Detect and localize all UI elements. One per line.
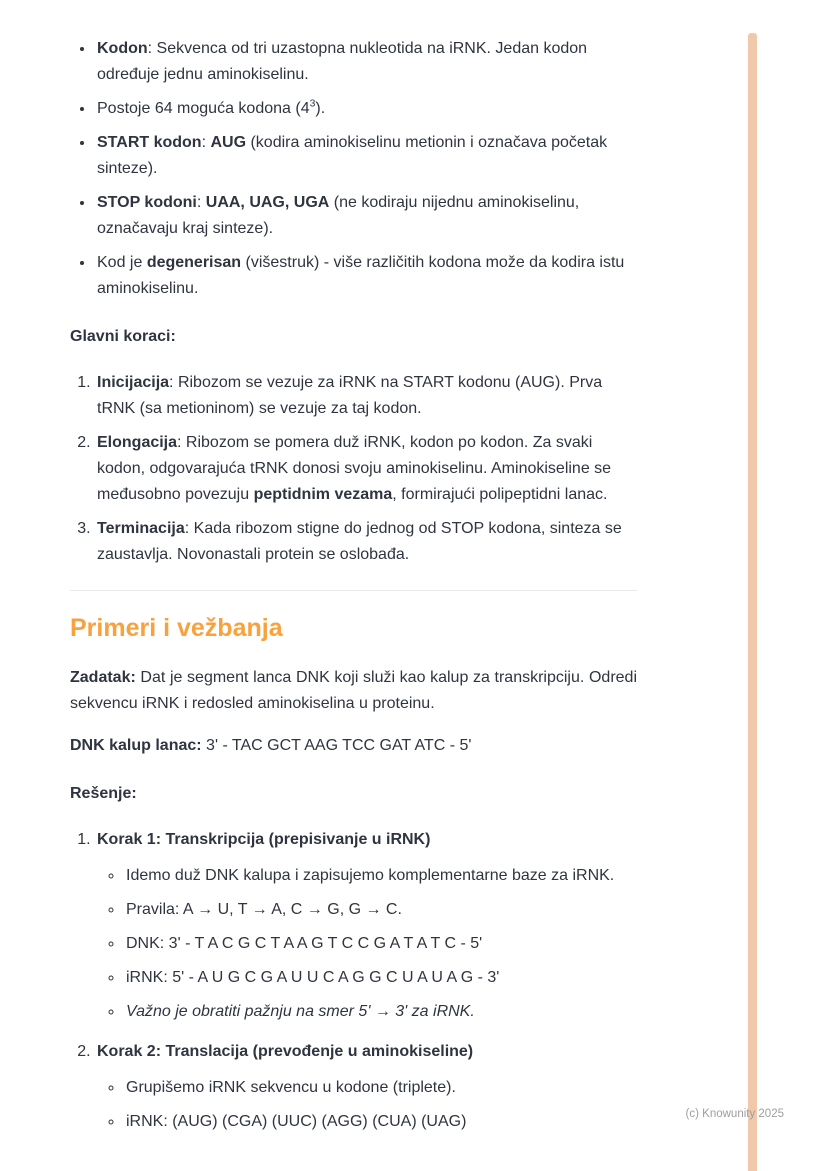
text-segment: Elongacija bbox=[97, 434, 178, 451]
step-title bbox=[97, 827, 637, 853]
text-segment: : Sekvenca od tri uzastopna nukleotida na iRNK. Jedan kodon određuje jednu aminokiselinu. bbox=[97, 40, 588, 83]
list-item bbox=[95, 430, 637, 508]
text-segment: degenerisan bbox=[146, 254, 242, 271]
document-content bbox=[70, 32, 637, 1147]
dnk-kalup-paragraph bbox=[70, 733, 637, 759]
text-segment: : bbox=[201, 134, 211, 151]
list-item bbox=[95, 96, 637, 122]
list-item bbox=[95, 36, 637, 88]
text-segment: iRNK: (AUG) (CGA) (UUC) (AGG) (CUA) (UAG) bbox=[126, 1113, 467, 1130]
list-item bbox=[95, 516, 637, 568]
list-item bbox=[124, 897, 637, 923]
text-segment: Idemo duž DNK kalupa i zapisujemo komplementarne baze za iRNK. bbox=[126, 867, 615, 884]
page-edge-accent-bar bbox=[748, 33, 757, 1171]
text-segment: Kodon bbox=[97, 40, 148, 57]
text-segment: Korak 2: Translacija (prevođenje u aminokiseline) bbox=[97, 1043, 474, 1060]
list-item bbox=[95, 370, 637, 422]
main-steps-list bbox=[70, 370, 637, 568]
step-bullet-list bbox=[97, 1075, 637, 1135]
text-segment: Važno je obratiti pažnju na smer 5' → 3' za iRNK. bbox=[126, 1003, 475, 1020]
solution-step bbox=[95, 827, 637, 1025]
codon-facts-list bbox=[70, 36, 637, 302]
text-segment: Grupišemo iRNK sekvencu u kodone (triplete). bbox=[126, 1079, 456, 1096]
text-segment: STOP kodoni bbox=[97, 194, 197, 211]
text-segment: START kodon bbox=[97, 134, 202, 151]
text-segment: : Kada ribozom stigne do jednog od STOP kodona, sinteza se zaustavlja. Novonastali protein se oslobađa. bbox=[97, 520, 622, 563]
text-segment: ). bbox=[315, 100, 326, 117]
solution-step bbox=[95, 1039, 637, 1135]
text-segment: Dat je segment lanca DNK koji služi kao kalup za transkripciju. Odredi sekvencu iRNK i redosled aminokiselina u proteinu. bbox=[70, 669, 637, 712]
text-segment: DNK: 3' - T A C G C T A A G T C C G A T A T C - 5' bbox=[126, 935, 483, 952]
text-segment: , formirajući polipeptidni lanac. bbox=[392, 486, 608, 503]
list-item bbox=[124, 1109, 637, 1135]
text-segment: : bbox=[196, 194, 206, 211]
text-segment: Korak 1: Transkripcija (prepisivanje u iRNK) bbox=[97, 831, 431, 848]
text-segment: : Ribozom se vezuje za iRNK na START kodonu (AUG). Prva tRNK (sa metioninom) se vezuje za taj kodon. bbox=[97, 374, 603, 417]
resenje-heading: Rešenje: bbox=[70, 785, 137, 802]
section-divider bbox=[70, 590, 637, 591]
zadatak-paragraph bbox=[70, 665, 637, 717]
text-segment: Kod je bbox=[97, 254, 147, 271]
knowunity-watermark: (c) Knowunity 2025 bbox=[685, 1107, 784, 1120]
list-item bbox=[124, 931, 637, 957]
text-segment: : Ribozom se pomera duž iRNK, kodon po kodon. Za svaki kodon, odgovarajuća tRNK donosi svoju aminokiselinu. Aminokiseline se međusobno povezuju bbox=[97, 434, 612, 503]
list-item bbox=[124, 863, 637, 889]
text-segment: (ne kodiraju nijednu aminokiselinu, označavaju kraj sinteze). bbox=[97, 194, 580, 237]
glavni-koraci-heading: Glavni koraci: bbox=[70, 328, 176, 345]
text-segment: DNK kalup lanac: bbox=[70, 737, 202, 754]
text-segment: UAA, UAG, UGA bbox=[205, 194, 330, 211]
solution-steps-list bbox=[70, 827, 637, 1135]
list-item bbox=[124, 1075, 637, 1101]
list-item bbox=[95, 130, 637, 182]
text-segment: Inicijacija bbox=[97, 374, 170, 391]
list-item bbox=[95, 250, 637, 302]
text-segment: iRNK: 5' - A U G C G A U U C A G G C U A U A G - 3' bbox=[126, 969, 500, 986]
text-segment: Postoje 64 moguća kodona (4 bbox=[97, 100, 310, 117]
text-segment: Terminacija bbox=[97, 520, 185, 537]
list-item bbox=[95, 190, 637, 242]
step-bullet-list bbox=[97, 863, 637, 1025]
text-segment: (višestruk) - više različitih kodona može da kodira istu aminokiselinu. bbox=[97, 254, 625, 297]
section-heading-primeri: Primeri i vežbanja bbox=[70, 614, 283, 642]
text-segment: peptidnim vezama bbox=[253, 486, 393, 503]
text-segment: 3 bbox=[309, 98, 316, 110]
text-segment: AUG bbox=[210, 134, 247, 151]
list-item bbox=[124, 999, 637, 1025]
text-segment: (kodira aminokiselinu metionin i označava početak sinteze). bbox=[97, 134, 608, 177]
list-item bbox=[124, 965, 637, 991]
text-segment: Zadatak: bbox=[70, 669, 136, 686]
step-title bbox=[97, 1039, 637, 1065]
text-segment: 3' - TAC GCT AAG TCC GAT ATC - 5' bbox=[201, 737, 472, 754]
text-segment: Pravila: A → U, T → A, C → G, G → C. bbox=[126, 901, 402, 918]
